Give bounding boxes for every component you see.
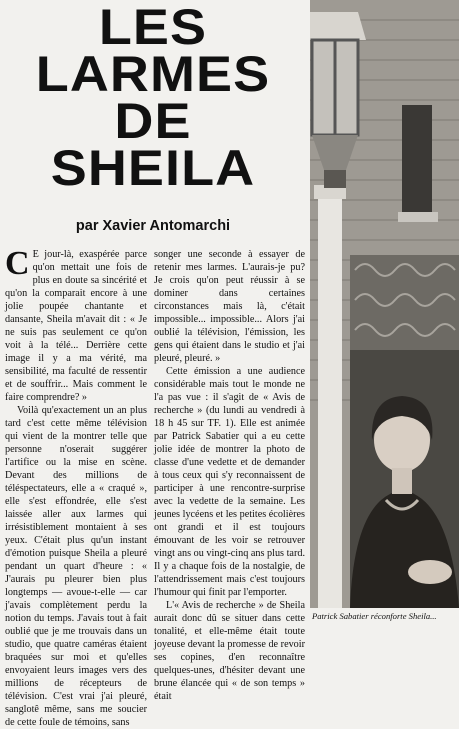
photo-caption: Patrick Sabatier réconforte Sheila... <box>312 611 437 621</box>
drop-cap: C <box>5 245 30 282</box>
paragraph <box>5 245 147 404</box>
article-photo <box>310 0 459 608</box>
article-headline <box>0 0 318 196</box>
paragraph: songer une seconde à essayer de retenir mes larmes. L'aurais-je pu? Je crois qu'on peut réussir à se dominer dans certaines circonstances mais là, c'était impossible... impossible... Alors j'ai oublié la télévision, l'émission, les gens qui étaient dans le studio et j'ai pleuré, pleuré. » <box>154 249 305 364</box>
photo-illustration <box>310 0 459 608</box>
article-column-1 <box>5 245 147 729</box>
headline-line-4: SHEILA <box>50 140 256 196</box>
byline: par Xavier Antomarchi <box>75 218 231 234</box>
headline-line-2: LARMES <box>35 46 271 102</box>
paragraph: Cette émission a une audience considérable mais tout le monde ne l'a pas vue : il s'agit de « Avis de recherche » (du lundi au vendredi à 18 h 45 sur TF. 1). Elle est animée par Patrick Sabatier qui a eu cette jolie idée de montrer la photo de classe d'une vedette et de demander à tous ceux qui s'y reconnaissent de participer à une rencontre-surprise avec la vedette de la semaine. Les jeunes lycéens et les petites écolières ont grandi et il est toujours émouvant de les voir se retrouver vingt ans ou vingt-cinq ans plus tard. Il y a chaque fois de la nostalgie, de l'attendrissement mais c'est toujours l'humour qui finit par l'emporter. <box>154 366 305 598</box>
headline-line-1: LES <box>98 0 208 55</box>
article-column-2 <box>154 248 305 703</box>
paragraph: Voilà qu'exactement un an plus tard c'est cette même télévision qui vient de la montrer telle que personne n'oserait suggérer l'artifice ou la mise en scène. Devant des millions de téléspectateurs, elle a « craqué », elle s'est effondrée, elle s'est laissée aller aux larmes qui irrésistiblement montaient à ses yeux. C'était plus qu'un instant d'émotion puisque Sheila a pleuré pendant un quart d'heure : « J'aurais pu pleurer bien plus longtemps — avoue-t-elle — car j'avais complètement perdu la notion du temps. J'avais tout à fait oublié que je me trouvais dans un studio, que quatre caméras étaient braquées sur moi et qu'elles envoyaient leurs images vers des millions de récepteurs de télévision. C'est vrai j'ai pleuré, sanglotê même, sans me soucier de cette foule de témoins, sans <box>5 405 147 728</box>
paragraph-text: E jour-là, exaspérée parce qu'on mettait une fois de plus en doute sa sincérité et qu'on la comparait encore à une jolie poupée chantante et dansante, Sheila m'avait dit : « Je ne suis pas seulement ce qu'on voit à la télé... Derrière cette image il y a ma vérité, ma sensibilité, ma faculté de ressentir et de souffrir... Mais comment le faire comprendre? » <box>5 249 147 403</box>
paragraph: L'« Avis de recherche » de Sheila aurait donc dû se situer dans cette tonalité, et elle-même était toute joyeuse devant la promesse de revoir ses copines, d'en reconnaître quelques-unes, d'hésiter devant une brune élancée qui « de son temps » était <box>154 600 305 702</box>
headline-line-3: DE <box>114 93 192 149</box>
